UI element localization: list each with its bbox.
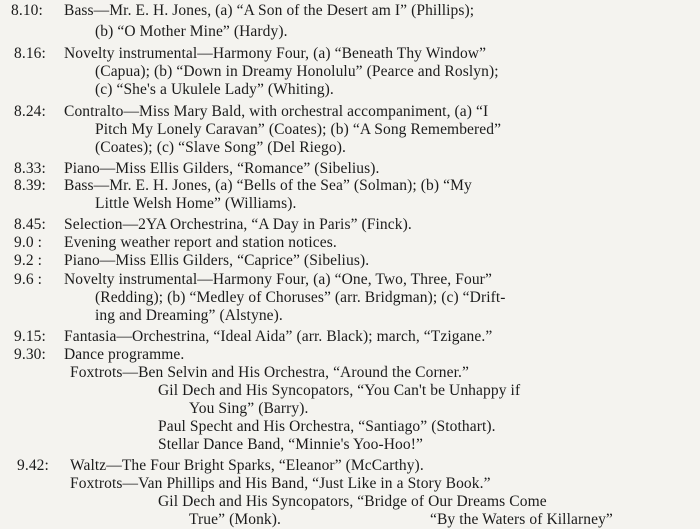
item-text: Gil Dech and His Syncopators, “You Can't be Unhappy if: [158, 382, 521, 399]
item-text: You Sing” (Barry).: [189, 400, 309, 417]
item-text: Stellar Dance Band, “Minnie's Yoo-Hoo!”: [158, 436, 423, 453]
time-stamp: 8.10:: [11, 2, 43, 19]
item-text-cut-off: “By the Waters of Killarney”: [430, 511, 613, 528]
item-text: Fantasia—Orchestrina, “Ideal Aida” (arr. Black); march, “Tzigane.”: [64, 328, 493, 345]
item-text: True” (Monk).: [189, 511, 281, 528]
time-stamp: 9.6 :: [14, 271, 43, 288]
time-stamp: 9.2 :: [14, 252, 43, 269]
time-stamp: 9.0 :: [14, 234, 43, 251]
item-text: Bass—Mr. E. H. Jones, (a) “A Son of the Desert am I” (Phillips);: [64, 2, 475, 19]
item-text: Foxtrots—Ben Selvin and His Orchestra, “Around the Corner.”: [70, 364, 469, 381]
item-text: (Redding); (b) “Medley of Choruses” (arr. Bridgman); (c) “Drift-: [95, 289, 506, 306]
time-stamp: 8.24:: [14, 103, 46, 120]
item-text: (c) “She's a Ukulele Lady” (Whiting).: [95, 81, 334, 98]
item-text: Selection—2YA Orchestrina, “A Day in Paris” (Finck).: [64, 216, 412, 233]
item-text: Dance programme.: [64, 346, 185, 363]
item-text: (b) “O Mother Mine” (Hardy).: [95, 23, 288, 40]
item-text: (Capua); (b) “Down in Dreamy Honolulu” (Pearce and Roslyn);: [95, 63, 499, 80]
item-text: Novelty instrumental—Harmony Four, (a) “One, Two, Three, Four”: [64, 271, 492, 288]
item-text: Foxtrots—Van Phillips and His Band, “Just Like in a Story Book.”: [70, 475, 491, 492]
item-text: Evening weather report and station notices.: [64, 234, 337, 251]
time-stamp: 8.16:: [14, 45, 46, 62]
item-text: Waltz—The Four Bright Sparks, “Eleanor” (McCarthy).: [70, 457, 424, 474]
time-stamp: 9.30:: [14, 346, 46, 363]
time-stamp: 8.33:: [14, 160, 46, 177]
item-text: Contralto—Miss Mary Bald, with orchestral accompaniment, (a) “I: [64, 103, 489, 120]
item-text: Gil Dech and His Syncopators, “Bridge of Our Dreams Come: [158, 493, 547, 510]
item-text: Paul Specht and His Orchestra, “Santiago” (Stothart).: [158, 418, 496, 435]
item-text: Little Welsh Home” (Williams).: [95, 195, 297, 212]
item-text: Novelty instrumental—Harmony Four, (a) “Beneath Thy Window”: [64, 45, 487, 62]
time-stamp: 9.42:: [17, 457, 49, 474]
item-text: Pitch My Lonely Caravan” (Coates); (b) “A Song Remembered”: [95, 121, 502, 138]
item-text: Piano—Miss Ellis Gilders, “Romance” (Sibelius).: [64, 160, 380, 177]
time-stamp: 9.15:: [14, 328, 46, 345]
item-text: (Coates); (c) “Slave Song” (Del Riego).: [95, 139, 346, 156]
time-stamp: 8.45:: [14, 216, 46, 233]
time-stamp: 8.39:: [14, 177, 46, 194]
item-text: ing and Dreaming” (Alstyne).: [95, 307, 283, 324]
item-text: Bass—Mr. E. H. Jones, (a) “Bells of the Sea” (Solman); (b) “My: [64, 177, 472, 194]
item-text: Piano—Miss Ellis Gilders, “Caprice” (Sibelius).: [64, 252, 370, 269]
